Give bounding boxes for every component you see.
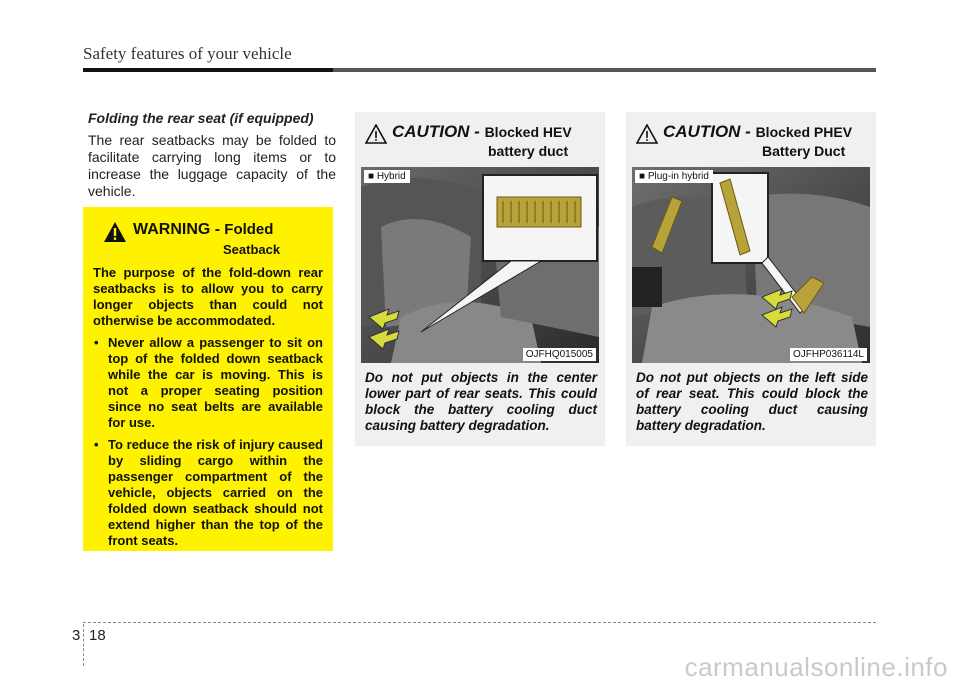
caution-label: CAUTION - [392,122,480,141]
caution-title-text: Blocked PHEV [755,124,853,140]
warning-bullet-list [93,335,323,549]
section-heading: Folding the rear seat (if equipped) [88,110,314,126]
watermark: carmanualsonline.info [684,652,948,682]
warning-bullet: • To reduce the risk of injury caused by sliding cargo within the passenger compartment of the vehicle, objects carried on the folded down seatback should not extend higher than the top of the front seats. [93,437,323,549]
seat-photo-plugin-hybrid [632,167,870,363]
seat-photo-hybrid [361,167,599,363]
warning-triangle-icon [103,221,127,243]
photo-code: OJFHQ015005 [523,348,596,361]
page-number: 18 [89,627,106,644]
caution-triangle-icon [636,124,658,144]
caution-title-text: Blocked HEV [484,124,572,140]
caution-text: Do not put objects in the center lower part of rear seats. This could block the battery cooling duct causing battery degradation. [365,370,597,433]
warning-box [83,207,333,551]
caution-label: CAUTION - [663,122,751,141]
caution-subtitle: Battery Duct [762,143,846,159]
warning-title-row [93,221,323,243]
caution-subtitle: battery duct [488,143,569,159]
caution-title [392,122,572,142]
caution-triangle-icon [365,124,387,144]
rear-seat-illustration [632,167,870,363]
photo-tag: ■ Hybrid [364,170,410,183]
caution-text: Do not put objects on the left side of rear seat. This could block the battery cooling duct causing battery degradation. [636,370,868,433]
caution-box-phev [626,112,876,446]
rear-seat-illustration [361,167,599,363]
photo-tag: ■ Plug-in hybrid [635,170,713,183]
caution-title [663,122,852,142]
warning-bullet: • Never allow a passenger to sit on top of the folded down seatback while the car is moving. This is not a proper seating position since no seat belts are available for use. [93,335,323,431]
warning-intro: The purpose of the fold-down rear seatbacks is to allow you to carry longer objects than could not otherwise be accommodated. [93,265,323,328]
footer-rule [83,622,876,623]
page-divider [83,624,84,666]
section-body: The rear seatbacks may be folded to facilitate carrying long items or to increase the luggage capacity of the vehicle. [88,132,336,199]
chapter-number: 3 [72,627,81,644]
warning-title-text: Folded [224,221,274,238]
caution-box-hev [355,112,605,446]
warning-subtitle: Seatback [223,242,281,257]
page-header-title: Safety features of your vehicle [83,44,292,63]
warning-title [133,221,273,239]
header-rule-accent [83,68,333,72]
photo-code: OJFHP036114L [790,348,867,361]
warning-label: WARNING - [133,221,221,238]
